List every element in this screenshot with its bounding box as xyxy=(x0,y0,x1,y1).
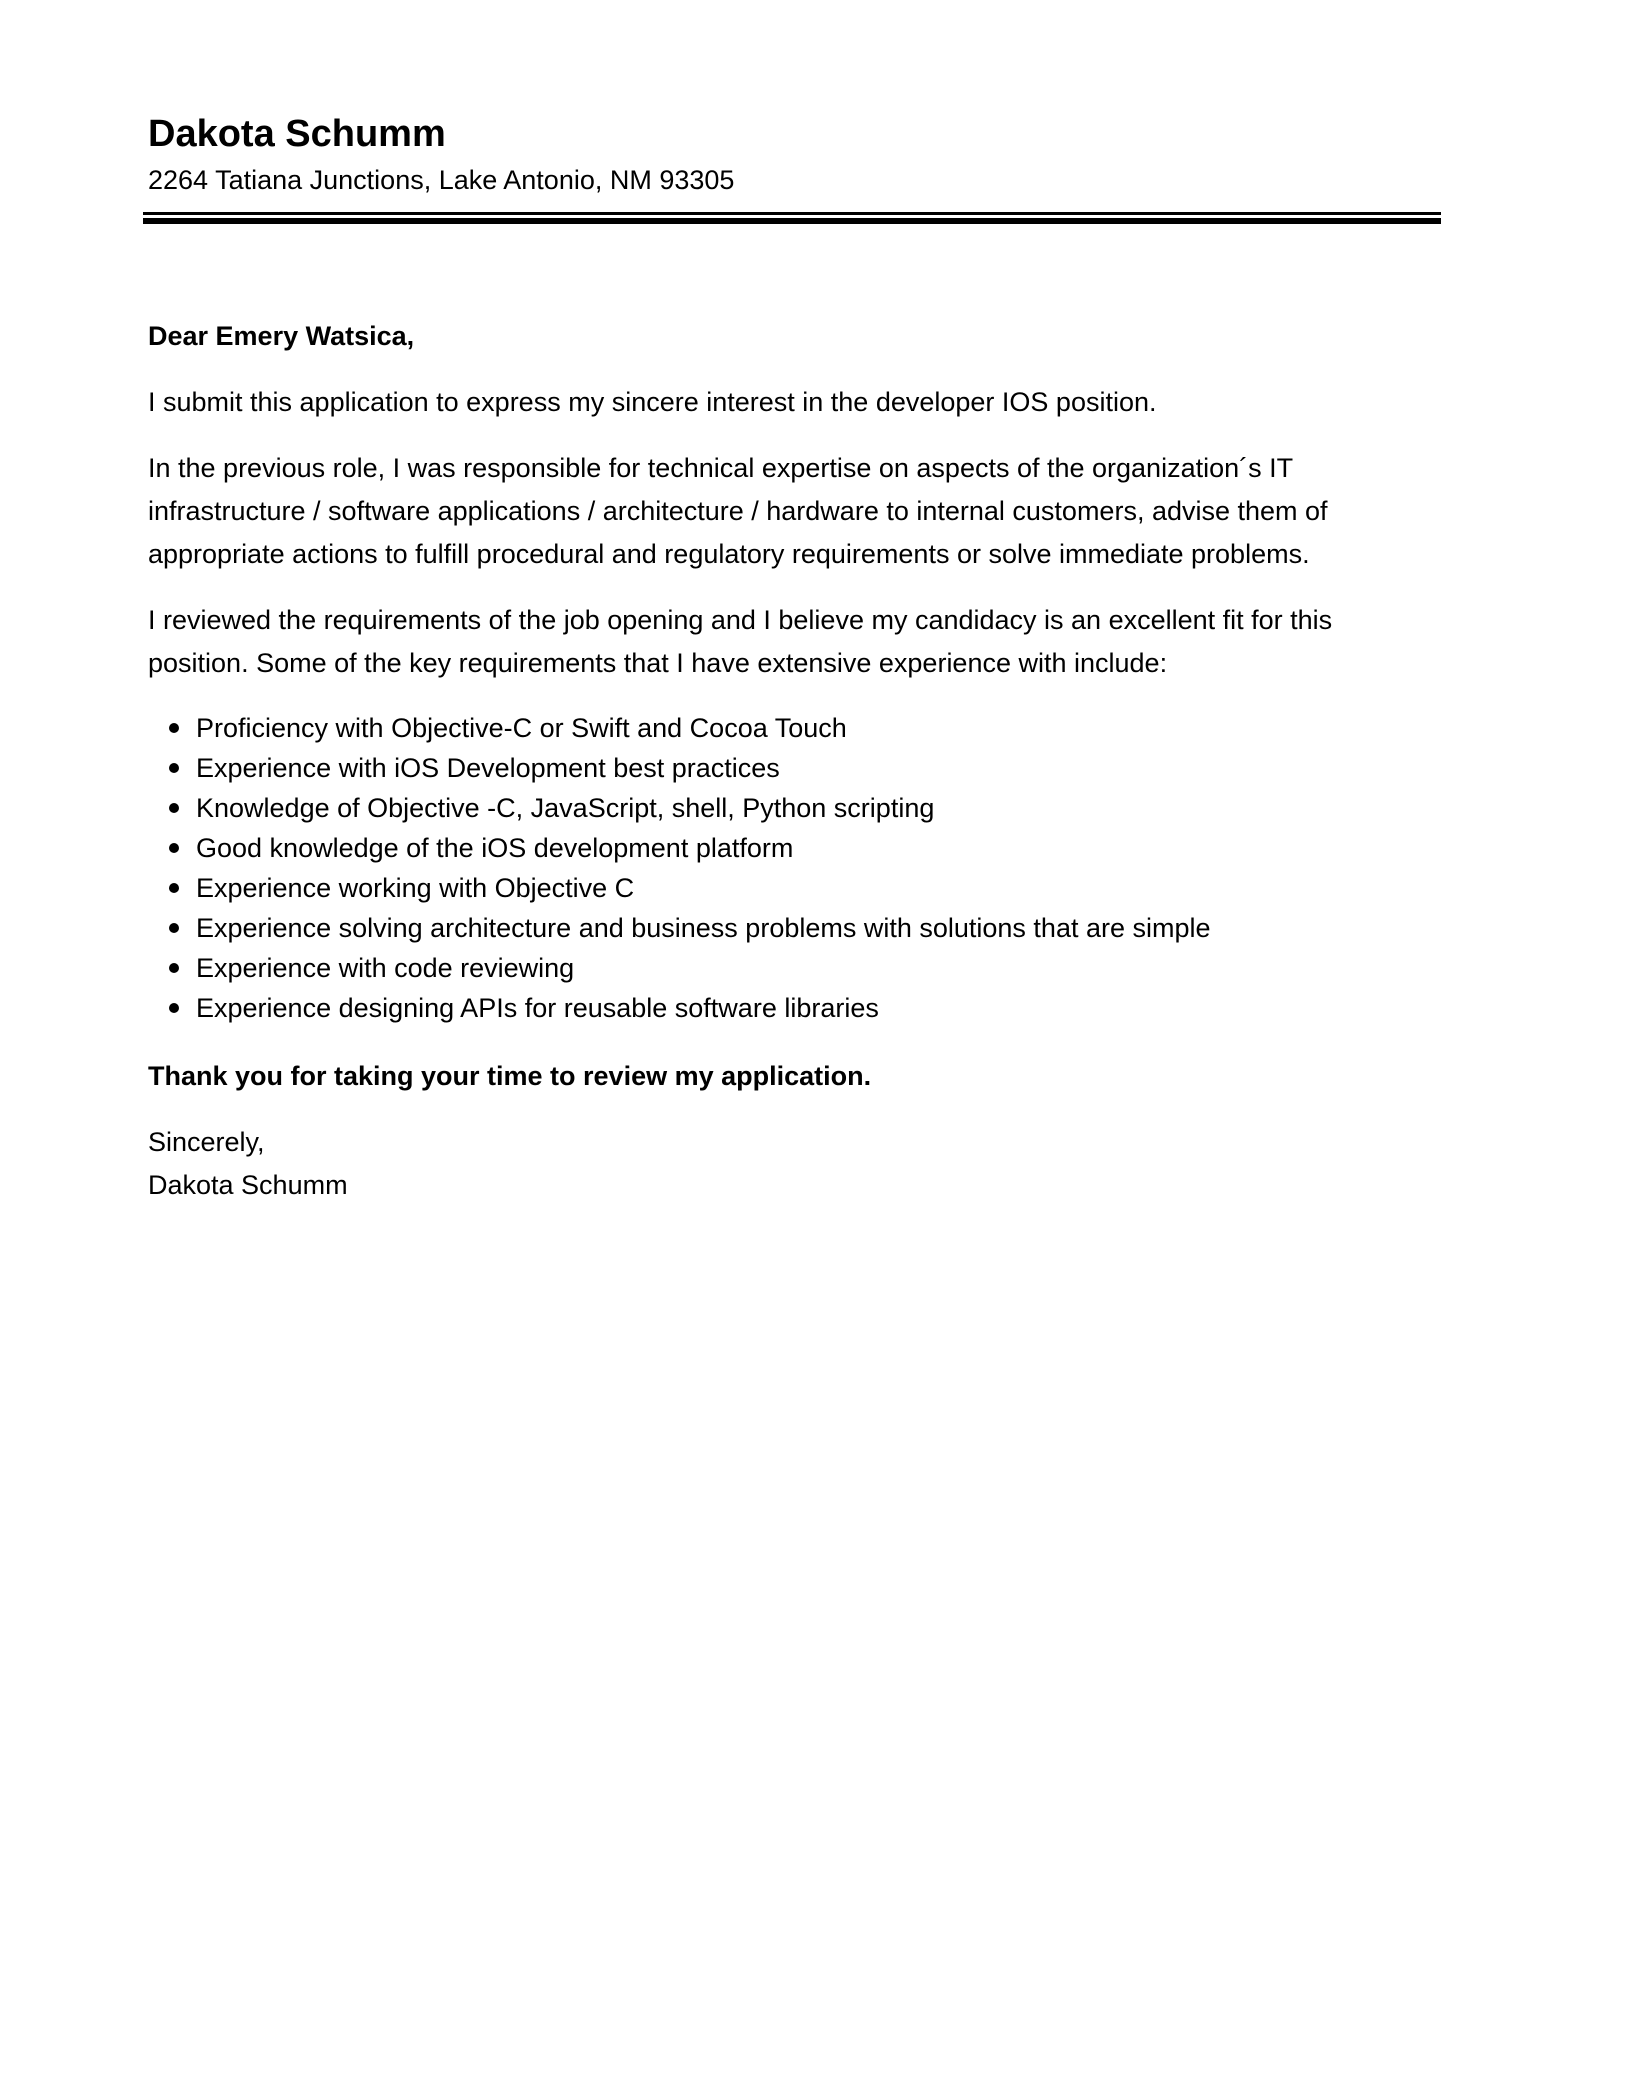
list-item-text: Experience solving architecture and business problems with solutions that are simple xyxy=(196,913,1211,943)
bullet-icon xyxy=(169,963,179,973)
list-item xyxy=(148,788,1436,828)
list-item-text: Experience with iOS Development best practices xyxy=(196,753,780,783)
bullet-icon xyxy=(169,883,179,893)
list-item-text: Proficiency with Objective-C or Swift and Cocoa Touch xyxy=(196,713,847,743)
list-item xyxy=(148,828,1436,868)
intro-paragraph: I submit this application to express my sincere interest in the developer IOS position. xyxy=(148,387,1157,417)
list-item xyxy=(148,708,1436,748)
bullet-icon xyxy=(169,923,179,933)
bullet-icon xyxy=(169,1003,179,1013)
signoff xyxy=(148,1121,1436,1207)
thank-you-line: Thank you for taking your time to review my application. xyxy=(148,1061,872,1091)
list-item xyxy=(148,908,1436,948)
letter-header xyxy=(148,108,1436,224)
list-item-text: Knowledge of Objective -C, JavaScript, shell, Python scripting xyxy=(196,793,935,823)
list-item-text: Experience working with Objective C xyxy=(196,873,635,903)
list-item xyxy=(148,748,1436,788)
list-item xyxy=(148,988,1436,1028)
experience-paragraph: In the previous role, I was responsible for technical expertise on aspects of the organization´s IT infrastructure / software applications / architecture / hardware to internal customers, advise them of appropriate actions to fulfill procedural and regulatory requirements or solve immediate problems. xyxy=(148,453,1328,569)
list-item-text: Good knowledge of the iOS development platform xyxy=(196,833,794,863)
list-item xyxy=(148,868,1436,908)
sender-name: Dakota Schumm xyxy=(148,113,446,155)
list-item-text: Experience with code reviewing xyxy=(196,953,575,983)
bullet-icon xyxy=(169,843,179,853)
letter-body xyxy=(148,315,1436,1207)
list-item xyxy=(148,948,1436,988)
list-item-text: Experience designing APIs for reusable software libraries xyxy=(196,993,879,1023)
bullet-icon xyxy=(169,723,179,733)
sender-address: 2264 Tatiana Junctions, Lake Antonio, NM 93305 xyxy=(148,165,735,195)
bullet-icon xyxy=(169,763,179,773)
salutation: Dear Emery Watsica, xyxy=(148,321,415,351)
header-divider xyxy=(143,212,1441,224)
signature-name: Dakota Schumm xyxy=(148,1170,348,1200)
requirements-list xyxy=(148,708,1436,1028)
closing-word: Sincerely, xyxy=(148,1127,265,1157)
bullet-icon xyxy=(169,803,179,813)
requirements-paragraph: I reviewed the requirements of the job opening and I believe my candidacy is an excellent fit for this position. Some of the key requirements that I have extensive experience with include: xyxy=(148,605,1333,678)
